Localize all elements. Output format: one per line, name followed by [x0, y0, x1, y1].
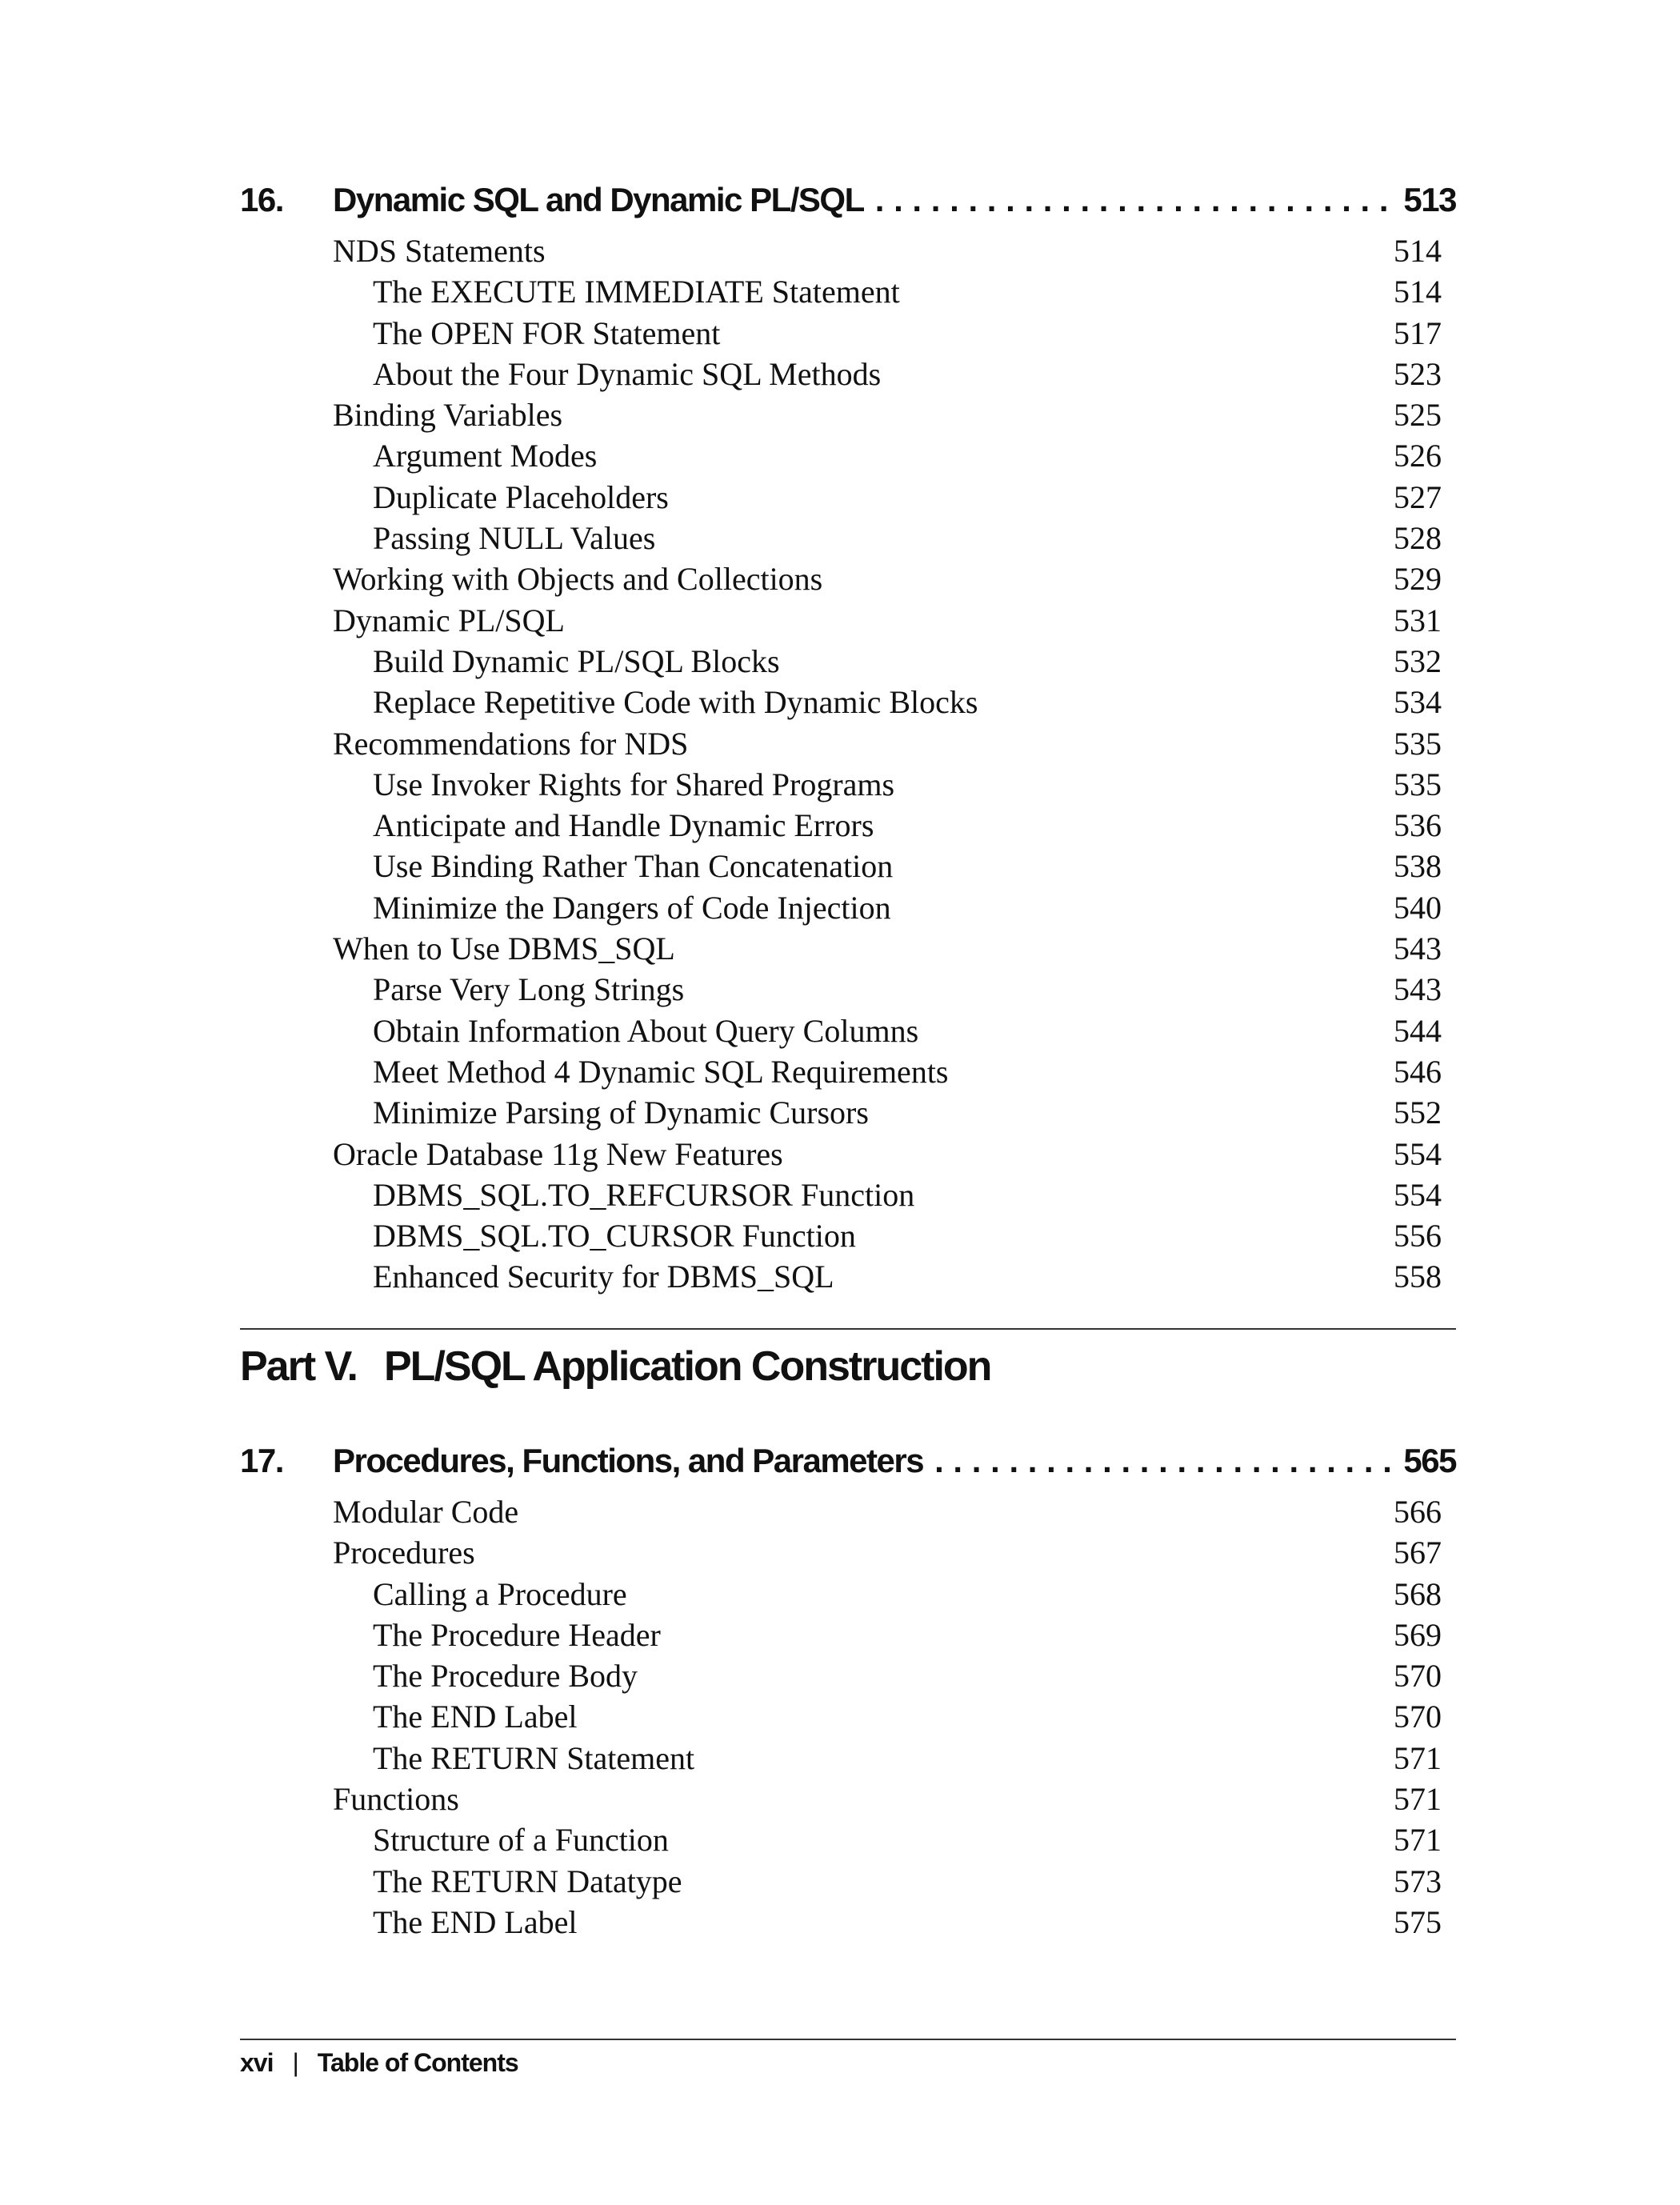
chapter-16-entries — [0, 230, 1680, 1298]
entry-page: 544 — [1394, 1012, 1442, 1049]
chapter-title: Procedures, Functions, and Parameters — [333, 1442, 924, 1479]
toc-entry[interactable] — [0, 394, 1680, 435]
toc-entry[interactable] — [0, 764, 1680, 805]
chapter-page-number: 565 — [1403, 1442, 1456, 1479]
toc-entry[interactable] — [0, 805, 1680, 846]
entry-title: The RETURN Datatype — [373, 1863, 682, 1899]
entry-title: When to Use DBMS_SQL — [333, 930, 675, 967]
part-title: PL/SQL Application Construction — [384, 1343, 991, 1390]
entry-page: 514 — [1394, 274, 1442, 310]
chapter-page-number: 513 — [1403, 181, 1456, 218]
entry-page: 573 — [1394, 1863, 1442, 1899]
footer-separator: | — [292, 2048, 298, 2077]
entry-page: 538 — [1394, 848, 1442, 885]
entry-page: 527 — [1394, 478, 1442, 515]
entry-page: 554 — [1394, 1176, 1442, 1213]
part-heading[interactable] — [240, 1343, 990, 1399]
entry-title: Parse Very Long Strings — [373, 971, 685, 1008]
footer-section-title: Table of Contents — [317, 2048, 518, 2077]
entry-title: Recommendations for NDS — [333, 725, 689, 762]
toc-entry[interactable] — [0, 1655, 1680, 1696]
toc-entry[interactable] — [0, 1134, 1680, 1175]
toc-entry[interactable] — [0, 1010, 1680, 1051]
toc-entry[interactable] — [0, 518, 1680, 558]
entry-page: 575 — [1394, 1903, 1442, 1940]
toc-entry[interactable] — [0, 1738, 1680, 1779]
toc-entry[interactable] — [0, 846, 1680, 886]
dot-leader — [875, 181, 1393, 219]
entry-page: 535 — [1394, 766, 1442, 802]
entry-title: Working with Objects and Collections — [333, 561, 823, 598]
entry-page: 554 — [1394, 1135, 1442, 1172]
entry-title: The END Label — [373, 1699, 578, 1735]
entry-page: 552 — [1394, 1094, 1442, 1131]
toc-entry[interactable] — [0, 1779, 1680, 1819]
entry-title: The Procedure Body — [373, 1658, 638, 1695]
entry-page: 517 — [1394, 314, 1442, 351]
part-divider — [240, 1328, 1456, 1330]
part-label: Part V. — [240, 1343, 357, 1390]
entry-page: 571 — [1394, 1781, 1442, 1818]
dot-leader — [934, 1442, 1392, 1480]
entry-page: 532 — [1394, 642, 1442, 679]
entry-page: 535 — [1394, 725, 1442, 762]
entry-title: The RETURN Statement — [373, 1739, 695, 1776]
entry-page: 536 — [1394, 807, 1442, 844]
toc-entry[interactable] — [0, 1615, 1680, 1655]
footer-rule — [240, 2039, 1456, 2040]
entry-title: Build Dynamic PL/SQL Blocks — [373, 642, 780, 679]
toc-entry[interactable] — [0, 641, 1680, 682]
toc-entry[interactable] — [0, 1051, 1680, 1092]
entry-title: Anticipate and Handle Dynamic Errors — [373, 807, 874, 844]
entry-title: Argument Modes — [373, 438, 598, 474]
entry-title: The OPEN FOR Statement — [373, 314, 721, 351]
footer-page-number: xvi — [240, 2048, 274, 2077]
entry-title: About the Four Dynamic SQL Methods — [373, 355, 882, 392]
toc-entry[interactable] — [0, 435, 1680, 476]
entry-page: 528 — [1394, 520, 1442, 557]
entry-title: The Procedure Header — [373, 1616, 661, 1653]
entry-title: DBMS_SQL.TO_CURSOR Function — [373, 1218, 856, 1255]
entry-page: 523 — [1394, 355, 1442, 392]
entry-title: Replace Repetitive Code with Dynamic Blocks — [373, 684, 978, 721]
toc-entry[interactable] — [0, 1574, 1680, 1615]
entry-page: 570 — [1394, 1699, 1442, 1735]
toc-entry[interactable] — [0, 887, 1680, 928]
toc-entry[interactable] — [0, 1215, 1680, 1256]
toc-entry[interactable] — [0, 1861, 1680, 1902]
entry-page: 556 — [1394, 1218, 1442, 1255]
toc-entry[interactable] — [0, 354, 1680, 394]
entry-title: Duplicate Placeholders — [373, 478, 669, 515]
toc-entry[interactable] — [0, 969, 1680, 1010]
entry-title: Oracle Database 11g New Features — [333, 1135, 783, 1172]
entry-title: Meet Method 4 Dynamic SQL Requirements — [373, 1053, 949, 1090]
toc-entry[interactable] — [0, 600, 1680, 641]
entry-page: 526 — [1394, 438, 1442, 474]
entry-title: Passing NULL Values — [373, 520, 656, 557]
entry-page: 566 — [1394, 1494, 1442, 1530]
entry-page: 534 — [1394, 684, 1442, 721]
toc-entry[interactable] — [0, 928, 1680, 969]
entry-page: 543 — [1394, 971, 1442, 1008]
toc-entry[interactable] — [0, 1532, 1680, 1573]
entry-title: Binding Variables — [333, 397, 563, 434]
toc-entry[interactable] — [0, 1696, 1680, 1737]
entry-page: 543 — [1394, 930, 1442, 967]
entry-title: Modular Code — [333, 1494, 519, 1530]
entry-title: Use Invoker Rights for Shared Programs — [373, 766, 895, 802]
toc-entry[interactable] — [0, 1819, 1680, 1860]
entry-title: Use Binding Rather Than Concatenation — [373, 848, 894, 885]
toc-entry[interactable] — [0, 313, 1680, 354]
entry-title: Procedures — [333, 1535, 475, 1571]
entry-page: 546 — [1394, 1053, 1442, 1090]
toc-entry[interactable] — [0, 1491, 1680, 1532]
entry-title: Dynamic PL/SQL — [333, 602, 565, 638]
entry-page: 514 — [1394, 233, 1442, 269]
entry-page: 525 — [1394, 397, 1442, 434]
toc-entry[interactable] — [0, 271, 1680, 312]
toc-entry[interactable] — [0, 1092, 1680, 1133]
entry-page: 570 — [1394, 1658, 1442, 1695]
entry-page: 571 — [1394, 1822, 1442, 1859]
toc-entry[interactable] — [0, 1256, 1680, 1297]
chapter-number: 17. — [240, 1442, 283, 1479]
entry-title: Structure of a Function — [373, 1822, 669, 1859]
entry-title: Obtain Information About Query Columns — [373, 1012, 919, 1049]
chapter-17-heading[interactable] — [240, 1442, 1456, 1490]
entry-title: Calling a Procedure — [373, 1575, 627, 1612]
entry-page: 558 — [1394, 1259, 1442, 1295]
entry-title: Minimize Parsing of Dynamic Cursors — [373, 1094, 869, 1131]
entry-page: 567 — [1394, 1535, 1442, 1571]
entry-title: Functions — [333, 1781, 459, 1818]
toc-entry[interactable] — [0, 477, 1680, 518]
entry-page: 568 — [1394, 1575, 1442, 1612]
entry-title: DBMS_SQL.TO_REFCURSOR Function — [373, 1176, 915, 1213]
entry-page: 569 — [1394, 1616, 1442, 1653]
entry-page: 540 — [1394, 889, 1442, 926]
entry-title: The EXECUTE IMMEDIATE Statement — [373, 274, 900, 310]
toc-entry[interactable] — [0, 1902, 1680, 1943]
chapter-16-heading[interactable] — [240, 181, 1456, 229]
toc-entry[interactable] — [0, 682, 1680, 722]
entry-title: Minimize the Dangers of Code Injection — [373, 889, 891, 926]
chapter-number: 16. — [240, 181, 283, 218]
page-footer — [240, 2048, 518, 2088]
chapter-17-entries — [0, 1491, 1680, 1943]
toc-entry[interactable] — [0, 558, 1680, 599]
toc-entry[interactable] — [0, 1175, 1680, 1215]
toc-entry[interactable] — [0, 723, 1680, 764]
toc-entry[interactable] — [0, 230, 1680, 271]
entry-page: 571 — [1394, 1739, 1442, 1776]
chapter-title: Dynamic SQL and Dynamic PL/SQL — [333, 181, 864, 218]
entry-title: NDS Statements — [333, 233, 546, 269]
entry-title: Enhanced Security for DBMS_SQL — [373, 1259, 834, 1295]
entry-title: The END Label — [373, 1903, 578, 1940]
entry-page: 531 — [1394, 602, 1442, 638]
entry-page: 529 — [1394, 561, 1442, 598]
